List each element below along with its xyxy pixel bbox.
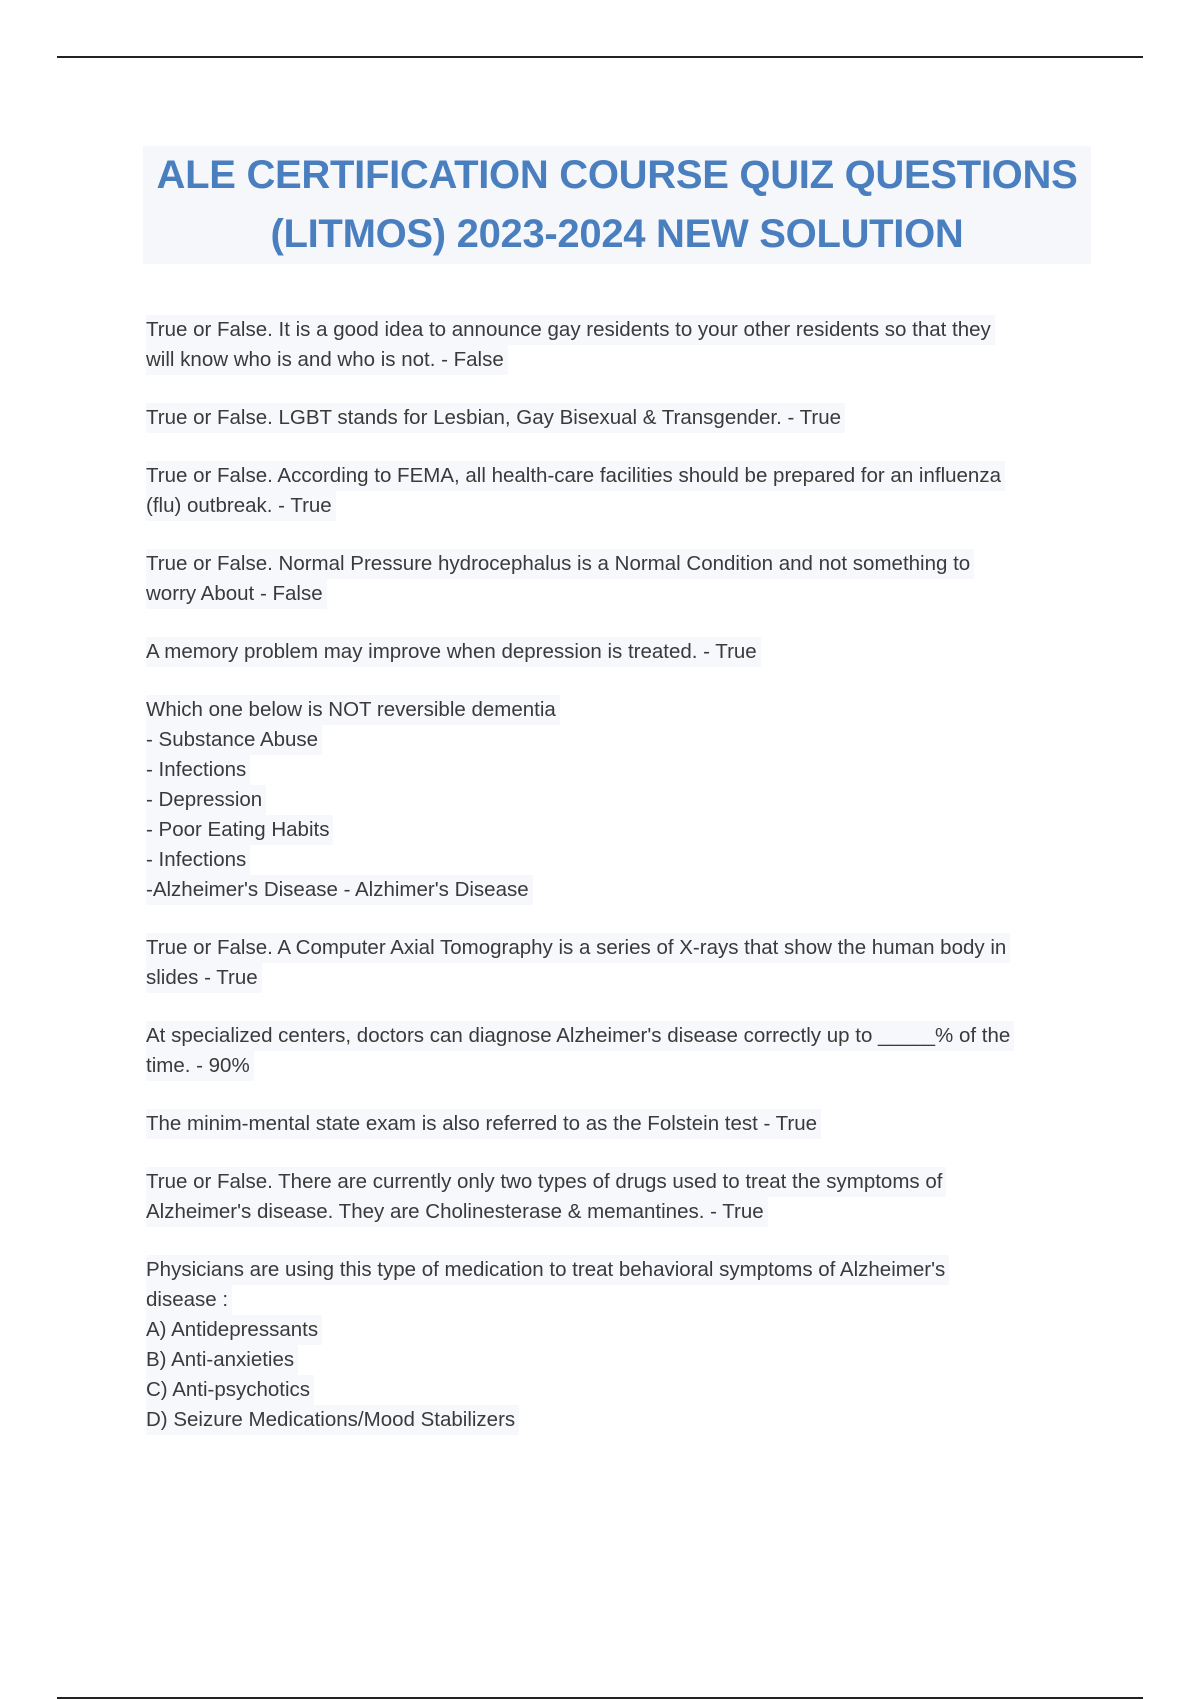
- question-item: [146, 1021, 1086, 1081]
- option-text: - Infections: [146, 755, 250, 785]
- question-text: At specialized centers, doctors can diagnose Alzheimer's disease correctly up to _____% of the: [146, 1021, 1014, 1051]
- question-text: A memory problem may improve when depression is treated. - True: [146, 637, 761, 667]
- top-rule: [57, 56, 1143, 58]
- option-text: A) Antidepressants: [146, 1315, 322, 1345]
- question-text: (flu) outbreak. - True: [146, 491, 336, 521]
- question-text: True or False. According to FEMA, all health-care facilities should be prepared for an influenza: [146, 461, 1005, 491]
- title-line-1: ALE CERTIFICATION COURSE QUIZ QUESTIONS: [156, 153, 1078, 197]
- title-line-2: (LITMOS) 2023-2024 NEW SOLUTION: [270, 212, 964, 256]
- question-text: will know who is and who is not. - False: [146, 345, 508, 375]
- question-text: Which one below is NOT reversible dementia: [146, 695, 560, 725]
- question-text: True or False. A Computer Axial Tomography is a series of X-rays that show the human body in: [146, 933, 1010, 963]
- question-text: True or False. There are currently only two types of drugs used to treat the symptoms of: [146, 1167, 946, 1197]
- question-item: [146, 1167, 1086, 1227]
- question-text: Alzheimer's disease. They are Cholinesterase & memantines. - True: [146, 1197, 768, 1227]
- question-text: worry About - False: [146, 579, 327, 609]
- question-text: The minim-mental state exam is also referred to as the Folstein test - True: [146, 1109, 821, 1139]
- question-item: [146, 1255, 1086, 1435]
- bottom-rule: [57, 1697, 1143, 1699]
- question-text: True or False. LGBT stands for Lesbian, Gay Bisexual & Transgender. - True: [146, 403, 845, 433]
- question-text: time. - 90%: [146, 1051, 254, 1081]
- question-text: Physicians are using this type of medication to treat behavioral symptoms of Alzheimer's: [146, 1255, 949, 1285]
- option-text: C) Anti-psychotics: [146, 1375, 314, 1405]
- option-text: - Depression: [146, 785, 266, 815]
- question-item: [146, 461, 1086, 521]
- question-item: [146, 1109, 1086, 1139]
- option-text: B) Anti-anxieties: [146, 1345, 298, 1375]
- question-item: [146, 549, 1086, 609]
- option-text: - Substance Abuse: [146, 725, 322, 755]
- question-item: [146, 933, 1086, 993]
- question-list: [146, 315, 1086, 1463]
- option-text: D) Seizure Medications/Mood Stabilizers: [146, 1405, 519, 1435]
- question-item: [146, 637, 1086, 667]
- question-text: True or False. It is a good idea to announce gay residents to your other residents so that they: [146, 315, 995, 345]
- question-item: [146, 695, 1086, 905]
- question-text: True or False. Normal Pressure hydrocephalus is a Normal Condition and not something to: [146, 549, 974, 579]
- question-text: disease :: [146, 1285, 232, 1315]
- question-text: slides - True: [146, 963, 262, 993]
- option-text: - Poor Eating Habits: [146, 815, 333, 845]
- option-text: -Alzheimer's Disease - Alzhimer's Disease: [146, 875, 533, 905]
- question-item: [146, 315, 1086, 375]
- question-item: [146, 403, 1086, 433]
- document-title: [143, 146, 1091, 264]
- option-text: - Infections: [146, 845, 250, 875]
